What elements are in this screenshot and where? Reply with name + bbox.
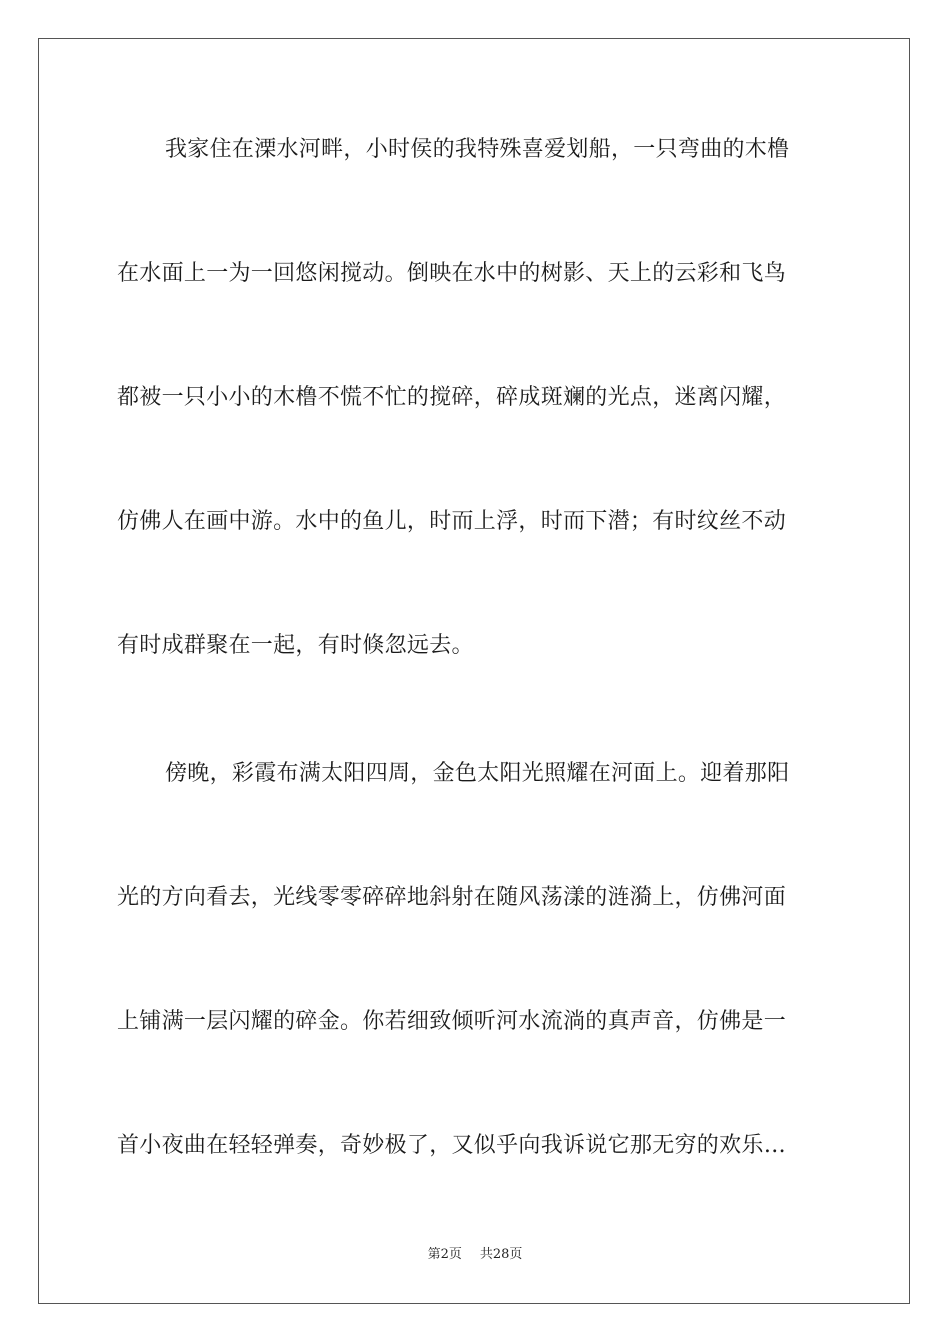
text-line: 在水面上一为一回悠闲搅动。倒映在水中的树影、天上的云彩和飞鸟: [117, 261, 787, 286]
page-footer: [0, 1246, 950, 1264]
text-line: 首小夜曲在轻轻弹奏，奇妙极了，又似乎向我诉说它那无穷的欢乐…: [117, 1133, 787, 1158]
text-line: 有时成群聚在一起，有时倏忽远去。: [117, 633, 474, 658]
text-line: 上铺满一层闪耀的碎金。你若细致倾听河水流淌的真声音，仿佛是一: [117, 1009, 787, 1034]
text-line: 我家住在溧水河畔，小时侯的我特殊喜爱划船，一只弯曲的木橹: [165, 137, 790, 162]
page-total: 共28页: [479, 1247, 523, 1262]
text-line: 都被一只小小的木橹不慌不忙的搅碎，碎成斑斓的光点，迷离闪耀，: [117, 385, 787, 410]
page-border: [38, 38, 910, 1304]
text-line: 傍晚，彩霞布满太阳四周，金色太阳光照耀在河面上。迎着那阳: [165, 761, 790, 786]
text-line: 仿佛人在画中游。水中的鱼儿，时而上浮，时而下潜；有时纹丝不动: [117, 509, 787, 534]
page-number: 第2页: [427, 1247, 462, 1262]
text-line: 光的方向看去，光线零零碎碎地斜射在随风荡漾的涟漪上，仿佛河面: [117, 885, 787, 910]
